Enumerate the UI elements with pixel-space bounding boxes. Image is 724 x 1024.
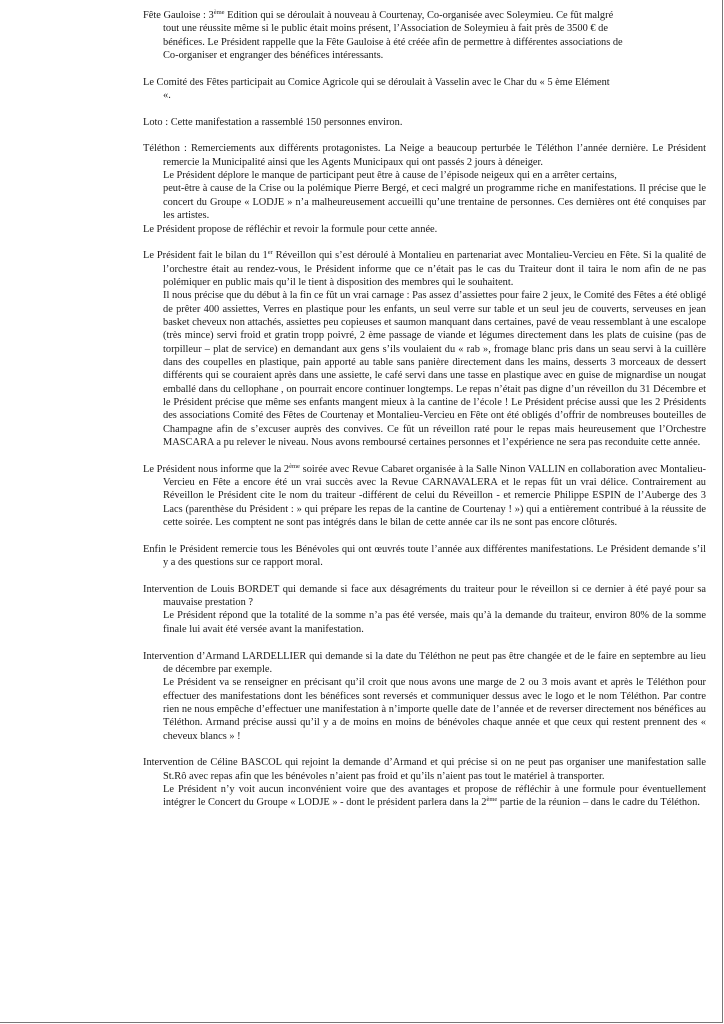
text-block bbox=[143, 142, 706, 169]
paragraph-benevoles bbox=[143, 543, 706, 570]
text-run: soirée avec Revue Cabaret organisée à la Salle Ninon VALLIN en collaboration avec Montalieu-Vercieu en Fête a encore été un vrai succès avec la Revue CARNAVALERA et le repas fût un vrai délice. Contrairement au Réveillon le Président cite le nom du traiteur -différent de celui du Réveillon - et remercie Philippe ESPIN de l’Auberge des 3 Lacs (parenthèse du Président : » qui prépare les repas de la cantine de Courtenay ! ») qui a entièrement contribué à la réussite de cette soirée. Les comptent ne sont pas intégrés dans le bilan de cette année car ils ne sont pas encore clôturés. bbox=[163, 463, 707, 529]
paragraph-telethon bbox=[143, 142, 706, 235]
text-run: Le Président répond que la totalité de la somme n’a pas été versée, mais qu’à la demande du traiteur, environ 80% de la somme finale lui avait été versée avant la manifestation. bbox=[163, 610, 706, 635]
text-run: Le Président n’y voit aucun inconvénient voire que des avantages et propose de réfléchir à une formule pour éventuellement intégrer le Concert du Groupe « LODJE » - dont le président parlera dans la 2 bbox=[163, 783, 706, 809]
text-run: Le Président déplore le manque de participant peut être à cause de l’épisode neigeux qui en a arrêter certains, bbox=[163, 170, 617, 182]
text-block bbox=[143, 583, 706, 610]
superscript: ème bbox=[486, 796, 498, 804]
paragraph-lardellier bbox=[143, 650, 706, 743]
text-block bbox=[143, 76, 706, 89]
text-run: Enfin le Président remercie tous les Bénévoles qui ont œuvrés toute l’année aux différentes manifestations. Le Président demande s’il y a des questions sur ce rapport moral. bbox=[143, 543, 706, 569]
text-run: Téléthon : Remerciements aux différents protagonistes. La Neige a beaucoup perturbée le Téléthon l’année dernière. Le Président remercie la Municipalité ainsi que les Agents Municipaux qui ont passés 2 jours à déneiger. bbox=[143, 143, 706, 168]
text-run: Intervention de Céline BASCOL qui rejoint la demande d’Armand et qui précise si on ne peut pas organiser une manifestation salle St.Rô avec repas afin que les bénévoles n’aient pas froid et qu’ils n’aient pas tout le matériel à transporter. bbox=[143, 757, 706, 782]
superscript: ème bbox=[289, 462, 300, 470]
text-run: bénéfices. Le Président rappelle que la Fête Gauloise à été créée afin de permettre à différentes associations de bbox=[163, 36, 623, 48]
text-run: tout une réussite même si le public était moins présent, l’Association de Soleymieu à fait près de 3500 € de bbox=[163, 23, 608, 35]
paragraph-soiree-cabaret bbox=[143, 463, 706, 530]
text-block bbox=[143, 249, 706, 289]
text-run: Le Comité des Fêtes participait au Comice Agricole qui se déroulait à Vasselin avec le Char du « 5 ème Elément bbox=[143, 76, 610, 88]
text-block bbox=[143, 289, 706, 449]
text-block bbox=[143, 650, 706, 677]
text-block bbox=[143, 463, 706, 530]
text-run: Il nous précise que du début à la fin ce fût un vrai carnage : Pas assez d’assiettes pour faire 2 jeux, le Comité des Fêtes a été obligé de prêter 400 assiettes, Verres en plastique pour les enfants, un seul verre sur table et un seul jeu de couverts, serveuses en jean basket cheveux non attachés, assiettes peu copieuses et saumon manquant dans certaines, pavé de veau ressemblant à une escalope (très mince) servi froid et gratin tropp poivré, 2 ème passage de viande et légumes directement dans les plats de cuisine (pas de torpilleur – plat de service) en demandant aux gens s’ils voulaient du « rab », fromage blanc pris dans un seau servi à la cuillère dans des coupelles en plastique, pain apporté au table sans panière directement dans les mains, desserts 3 morceaux de dessert différents qui se couraient après dans une assiette, le café servi dans une tasse en plastique avec en guise de mignardise un nougat emballé dans du cellophane , on pourrait encore continuer longtemps. Le repas n’était pas digne d’un réveillon du 31 Décembre et le Président précise que même ses enfants mangent mieux à la cantine de l’école ! Le Président précise aussi que les 2 Présidents des associations Comité des Fêtes de Courtenay et Montalieu-Vercieu en Fête ont été obligés d’offrir de nombreuses bouteilles de Champagne afin de s’excuser auprès des convives. Ce fût un réveillon raté pour le repas mais heureusement que l’Orchestre MASCARA a pu relever le niveau. Nous avons remboursé certaines personnes et l’expérience ne sera pas reconduite cette année. bbox=[163, 290, 706, 448]
text-run: Le Président propose de réfléchir et revoir la formule pour cette année. bbox=[143, 223, 438, 235]
text-run: Le Président fait le bilan du 1 bbox=[143, 250, 268, 262]
text-block bbox=[143, 36, 706, 49]
paragraph-loto bbox=[143, 116, 706, 129]
text-block bbox=[143, 116, 706, 129]
text-run: Réveillon qui s’est déroulé à Montalieu en partenariat avec Montalieu-Vercieu en Fête. Si la qualité de l’orchestre était au rendez-vous, le Président informe que ce n’était pas le cas du Traiteur dont il taira le nom afin de ne pas polémiquer en public mais qu’il le tient à disposition des membres qui le souhaitent. bbox=[163, 250, 706, 288]
text-run: partie de la réunion – dans le cadre du Téléthon. bbox=[497, 797, 700, 809]
text-run: Fête Gauloise : 3 bbox=[143, 10, 214, 21]
text-run: Loto : Cette manifestation a rassemblé 150 personnes environ. bbox=[143, 116, 403, 128]
document-body bbox=[143, 9, 706, 823]
text-run: Intervention de Louis BORDET qui demande si face aux désagréments du traiteur pour le réveillon si ce dernier à été payé pour sa mauvaise prestation ? bbox=[143, 583, 706, 609]
text-block bbox=[143, 676, 706, 743]
superscript: er bbox=[267, 249, 273, 257]
text-run: Co-organiser et engranger des bénéfices intéressants. bbox=[163, 50, 384, 62]
text-block bbox=[143, 49, 706, 62]
paragraph-comite-fetes bbox=[143, 76, 706, 103]
paragraph-fete-gauloise bbox=[143, 9, 706, 62]
text-run: Edition qui se déroulait à nouveau à Courtenay, Co-organisée avec Soleymieu. Ce fût malgré bbox=[224, 10, 614, 21]
superscript: ème bbox=[213, 9, 225, 16]
text-run: peut-être à cause de la Crise ou la polémique Pierre Bergé, et ceci malgré un programme riche en manifestations. Il précise que le concert du Groupe « LODJE » n’a malheureusement accueilli qu’une trentaine de personnes. Ces dernières ont été conquises par les artistes. bbox=[163, 183, 706, 222]
text-block bbox=[143, 169, 706, 182]
text-block bbox=[143, 543, 706, 570]
text-block bbox=[143, 9, 706, 22]
text-run: Le Président va se renseigner en précisant qu’il croit que nous avons une marge de 2 ou 3 mois avant et après le Téléthon pour effectuer des manifestations dont les bénéfices sont reversés et communiquer dessus avec le logo et le nom Téléthon. Par contre rien ne nous empêche d’effectuer une manifestation à n’importe quelle date de l’année et de reverser directement nos bénéfices au Téléthon. Armand précise aussi qu’il y a de moins en moins de bénévoles chaque année et que ceux qui restent prennent des « cheveux blancs » ! bbox=[163, 677, 706, 742]
paragraph-bascol bbox=[143, 756, 706, 809]
text-run: Intervention d’Armand LARDELLIER qui demande si la date du Téléthon ne peut pas être changée et de le faire en septembre au lieu de décembre par exemple. bbox=[143, 650, 706, 675]
text-run: Le Président nous informe que la 2 bbox=[143, 463, 290, 475]
text-block bbox=[143, 756, 706, 783]
text-block bbox=[143, 22, 706, 35]
text-block bbox=[143, 182, 706, 222]
paragraph-bordet bbox=[143, 583, 706, 636]
text-block bbox=[143, 223, 706, 236]
text-block bbox=[143, 783, 706, 810]
text-run: «. bbox=[163, 90, 171, 102]
text-block bbox=[143, 609, 706, 636]
text-block bbox=[143, 89, 706, 102]
paragraph-reveillon bbox=[143, 249, 706, 449]
